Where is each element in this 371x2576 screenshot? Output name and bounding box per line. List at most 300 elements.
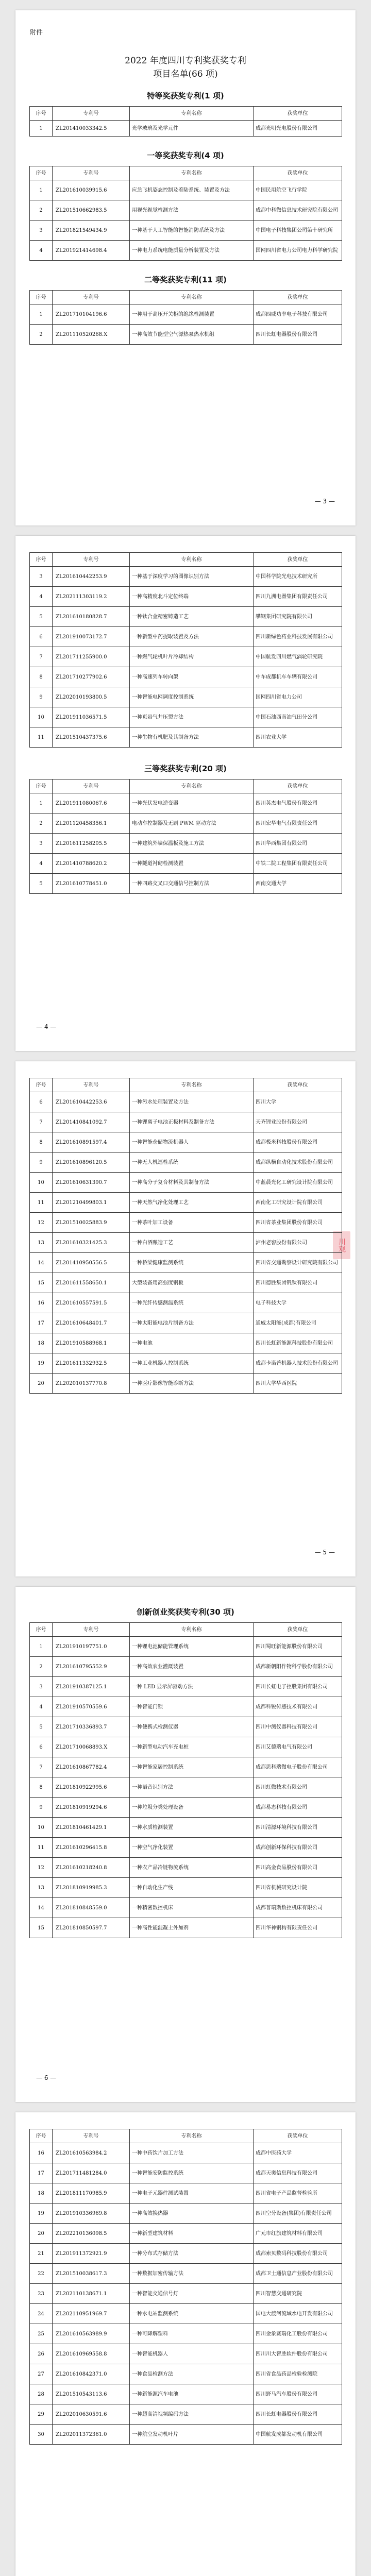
cell-seq: 2 (30, 325, 53, 345)
cell-org: 国网四川省电力公司 (254, 687, 342, 707)
cell-patent-no: ZL201610867782.4 (53, 1757, 130, 1777)
cell-patent-no: ZL201610778451.0 (53, 874, 130, 894)
cell-patent-no: ZL201610296415.8 (53, 1838, 130, 1858)
cell-seq: 13 (30, 1233, 53, 1253)
cell-patent-name: 一种高效换热器 (130, 2204, 254, 2224)
table-row (30, 567, 342, 587)
cell-org: 成都易态科技有限公司 (254, 1798, 342, 1818)
table-row (30, 1838, 342, 1858)
header-seq: 序号 (30, 553, 53, 567)
cell-org: 国网四川省电力公司电力科学研究院 (254, 241, 342, 261)
cell-org: 攀钢集团研究院有限公司 (254, 607, 342, 627)
table-row (30, 874, 342, 894)
cell-patent-no: ZL201910336969.8 (53, 2204, 130, 2224)
cell-org: 四川长虹电子控股集团有限公司 (254, 1677, 342, 1697)
table-row (30, 707, 342, 727)
header-seq: 序号 (30, 166, 53, 180)
cell-patent-name: 一种智能交通信号灯 (130, 2284, 254, 2304)
table-row (30, 2404, 342, 2425)
cell-org: 中国石油西南油气田分公司 (254, 707, 342, 727)
table-row (30, 241, 342, 261)
cell-org: 中国民用航空飞行学院 (254, 180, 342, 200)
cell-patent-no: ZL201120458356.1 (53, 814, 130, 834)
table-row (30, 1273, 342, 1293)
cell-org: 四川省食品药品检验检测院 (254, 2364, 342, 2384)
cell-patent-no: ZL201610442253.6 (53, 1092, 130, 1112)
cell-patent-no: ZL201911372921.9 (53, 2244, 130, 2264)
cell-patent-no: ZL201610563989.9 (53, 2324, 130, 2344)
cell-patent-no: ZL201610442253.9 (53, 567, 130, 587)
cell-org: 四川华神钢构有限责任公司 (254, 1918, 342, 1938)
header-patent-name: 专利名称 (130, 291, 254, 304)
table-row (30, 1637, 342, 1657)
table-row (30, 180, 342, 200)
cell-org: 成都中医药大学 (254, 2143, 342, 2163)
cell-seq: 9 (30, 1798, 53, 1818)
table-row (30, 1798, 342, 1818)
cell-patent-no: ZL201811170985.9 (53, 2183, 130, 2204)
cell-seq: 18 (30, 1333, 53, 1353)
table-row (30, 2364, 342, 2384)
cell-org: 成都新朝阳作物科学股份有限公司 (254, 1657, 342, 1677)
cell-patent-name: 一种桥梁健康监测系统 (130, 1253, 254, 1273)
document-page-3 (15, 1061, 356, 1577)
cell-org: 成都思科瑞微电子股份有限公司 (254, 1757, 342, 1777)
table-row (30, 727, 342, 748)
header-org: 获奖单位 (254, 553, 342, 567)
second-award-table-part1 (29, 290, 342, 345)
cell-seq: 2 (30, 200, 53, 221)
cell-seq: 16 (30, 1293, 53, 1313)
cell-patent-no: ZL201610321425.3 (53, 1233, 130, 1253)
cell-patent-name: 一种钛合金精密铸造工艺 (130, 607, 254, 627)
cell-patent-no: ZL201610218240.8 (53, 1858, 130, 1878)
cell-seq: 2 (30, 814, 53, 834)
cell-patent-name: 一种生物有机肥及其制备方法 (130, 727, 254, 748)
cell-seq: 10 (30, 1818, 53, 1838)
cell-patent-no: ZL201610896120.5 (53, 1153, 130, 1173)
table-row (30, 1677, 342, 1697)
cell-seq: 3 (30, 567, 53, 587)
header-patent-no: 专利号 (53, 2129, 130, 2143)
cell-patent-name: 一种空气净化装置 (130, 1838, 254, 1858)
cell-patent-name: 一种农产品冷链物流系统 (130, 1858, 254, 1878)
cell-org: 国电大渡河流域水电开发有限公司 (254, 2304, 342, 2324)
cell-patent-no: ZL201510543113.6 (53, 2384, 130, 2404)
page-number: — 6 — (36, 2074, 57, 2081)
cell-org: 四川艾德瑞电气有限公司 (254, 1737, 342, 1757)
cell-patent-name: 一种基于深度学习的图像识别方法 (130, 567, 254, 587)
table-row (30, 2425, 342, 2445)
table-row (30, 1253, 342, 1273)
cell-seq: 4 (30, 1697, 53, 1717)
cell-org: 天齐锂业股份有限公司 (254, 1112, 342, 1132)
cell-org: 成都索贝数码科技股份有限公司 (254, 2244, 342, 2264)
table-row (30, 1293, 342, 1313)
cell-patent-name: 一种高效节能型空气源热泵热水机组 (130, 325, 254, 345)
cell-org: 成都卫士通信息产业股份有限公司 (254, 2264, 342, 2284)
cell-patent-name: 一种电力系统电能质量分析装置及方法 (130, 241, 254, 261)
table-row (30, 2344, 342, 2364)
table-row (30, 1697, 342, 1717)
cell-seq: 10 (30, 707, 53, 727)
cell-seq: 7 (30, 1757, 53, 1777)
cell-patent-name: 一种便携式检测仪器 (130, 1717, 254, 1737)
cell-org: 电子科技大学 (254, 1293, 342, 1313)
table-row (30, 1878, 342, 1898)
header-org: 获奖单位 (254, 1078, 342, 1092)
cell-seq: 3 (30, 221, 53, 241)
cell-seq: 8 (30, 1777, 53, 1798)
table-row (30, 587, 342, 607)
header-patent-name: 专利名称 (130, 779, 254, 793)
cell-org: 四川省交通勘察设计研究院有限公司 (254, 1253, 342, 1273)
document-page-2 (15, 536, 356, 1051)
cell-org: 四川中测仪器科技有限公司 (254, 1717, 342, 1737)
cell-patent-no: ZL201710336893.7 (53, 1717, 130, 1737)
cell-patent-name: 一种可降解塑料 (130, 2324, 254, 2344)
cell-seq: 7 (30, 647, 53, 667)
cell-seq: 21 (30, 2244, 53, 2264)
cell-org: 四川长虹电器股份有限公司 (254, 2404, 342, 2425)
cell-patent-name: 一种锂电池储能管理系统 (130, 1637, 254, 1657)
cell-seq: 1 (30, 180, 53, 200)
cell-patent-no: ZL201610648401.7 (53, 1313, 130, 1333)
cell-patent-name: 一种无人机巡检系统 (130, 1153, 254, 1173)
cell-seq: 8 (30, 667, 53, 687)
cell-patent-name: 一种用于高压开关柜的绝缘检测装置 (130, 304, 254, 325)
cell-org: 中国航发成都发动机有限公司 (254, 2425, 342, 2445)
document-title (29, 54, 342, 81)
cell-org: 四川省电子产品监督检验所 (254, 2183, 342, 2204)
cell-seq: 15 (30, 1273, 53, 1293)
table-row (30, 1233, 342, 1253)
cell-seq: 27 (30, 2364, 53, 2384)
cell-patent-name: 一种高效农业灌溉装置 (130, 1657, 254, 1677)
cell-patent-name: 一种医疗影像智能诊断方法 (130, 1374, 254, 1394)
table-row (30, 2183, 342, 2204)
cell-org: 中车成都机车车辆有限公司 (254, 667, 342, 687)
cell-seq: 20 (30, 2224, 53, 2244)
cell-patent-name: 一种锂离子电池正极材料及制备方法 (130, 1112, 254, 1132)
cell-patent-name: 一种智能安防监控系统 (130, 2163, 254, 2183)
cell-patent-name: 一种智能家居控制系统 (130, 1757, 254, 1777)
cell-seq: 5 (30, 1717, 53, 1737)
cell-seq: 11 (30, 727, 53, 748)
table-row (30, 1717, 342, 1737)
cell-patent-no: ZL201510038617.3 (53, 2264, 130, 2284)
cell-patent-name: 光学玻璃及光学元件 (130, 121, 254, 137)
cell-org: 中国电子科技集团公司第十研究所 (254, 221, 342, 241)
cell-patent-name: 一种茶叶加工设备 (130, 1213, 254, 1233)
cell-org: 中国航发四川燃气涡轮研究院 (254, 647, 342, 667)
document-page-4 (15, 1587, 356, 2102)
watermark-stamp: 川观 (333, 1231, 350, 1259)
header-org: 获奖单位 (254, 779, 342, 793)
table-row (30, 2163, 342, 2183)
header-patent-name: 专利名称 (130, 1623, 254, 1637)
cell-patent-no: ZL202010137770.8 (53, 1374, 130, 1394)
table-row (30, 1737, 342, 1757)
cell-patent-no: ZL201610180828.7 (53, 607, 130, 627)
cell-org: 成都光明光电股份有限公司 (254, 121, 342, 137)
cell-org: 四川九洲电器集团有限责任公司 (254, 587, 342, 607)
table-row (30, 607, 342, 627)
cell-patent-name: 一种语音识别方法 (130, 1777, 254, 1798)
cell-patent-no: ZL201110520268.X (53, 325, 130, 345)
header-org: 获奖单位 (254, 107, 342, 121)
cell-seq: 6 (30, 1737, 53, 1757)
cell-patent-no: ZL201410841092.7 (53, 1112, 130, 1132)
cell-patent-name: 一种新型建筑材料 (130, 2224, 254, 2244)
cell-seq: 4 (30, 587, 53, 607)
table-row (30, 1112, 342, 1132)
cell-patent-no: ZL201510662983.5 (53, 200, 130, 221)
cell-patent-name: 一种污水处理装置及方法 (130, 1092, 254, 1112)
table-row (30, 1193, 342, 1213)
second-award-table-part2 (29, 552, 342, 748)
cell-seq: 9 (30, 687, 53, 707)
cell-seq: 16 (30, 2143, 53, 2163)
header-patent-name: 专利名称 (130, 553, 254, 567)
header-patent-no: 专利号 (53, 291, 130, 304)
cell-patent-no: ZL201710104196.6 (53, 304, 130, 325)
cell-org: 四川大学华西医院 (254, 1374, 342, 1394)
cell-patent-name: 一种超高清视频编码方法 (130, 2404, 254, 2425)
cell-seq: 20 (30, 1374, 53, 1394)
cell-seq: 3 (30, 1677, 53, 1697)
cell-org: 成都纵横自动化技术股份有限公司 (254, 1153, 342, 1173)
cell-org: 西南化工研究设计院有限公司 (254, 1193, 342, 1213)
cell-patent-name: 一种新能源汽车电池 (130, 2384, 254, 2404)
document-page-1 (15, 10, 356, 526)
cell-org: 四川智慧交通研究院 (254, 2284, 342, 2304)
cell-patent-no: ZL201910073172.7 (53, 627, 130, 647)
cell-seq: 6 (30, 627, 53, 647)
cell-patent-name: 一种数据加密传输方法 (130, 2264, 254, 2284)
cell-patent-name: 应急飞机姿态控制及着陆系统、装置及方法 (130, 180, 254, 200)
cell-patent-name: 一种新型中药提取装置及方法 (130, 627, 254, 647)
table-row (30, 814, 342, 834)
table-row (30, 1092, 342, 1112)
table-row (30, 1818, 342, 1838)
cell-patent-name: 一种电池 (130, 1333, 254, 1353)
cell-org: 泸州老窖股份有限公司 (254, 1233, 342, 1253)
table-row (30, 2244, 342, 2264)
cell-patent-no: ZL201910588968.1 (53, 1333, 130, 1353)
cell-patent-name: 一种水质检测装置 (130, 1818, 254, 1838)
table-row (30, 325, 342, 345)
cell-org: 四川德胜集团钒钛有限公司 (254, 1273, 342, 1293)
cell-patent-no: ZL202010630591.6 (53, 2404, 130, 2425)
cell-patent-name: 一种工业机器人控制系统 (130, 1353, 254, 1374)
cell-patent-name: 一种高分子复合材料及其制备方法 (130, 1173, 254, 1193)
header-patent-name: 专利名称 (130, 1078, 254, 1092)
table-row (30, 2324, 342, 2344)
table-row (30, 121, 342, 137)
cell-org: 四川蜀旺新能源股份有限公司 (254, 1637, 342, 1657)
page-number: — 4 — (36, 1023, 57, 1030)
table-row (30, 1333, 342, 1353)
table-row (30, 304, 342, 325)
table-row (30, 2204, 342, 2224)
header-seq: 序号 (30, 291, 53, 304)
cell-org: 四川农业大学 (254, 727, 342, 748)
cell-seq: 8 (30, 1132, 53, 1153)
table-row (30, 2304, 342, 2324)
cell-patent-no: ZL201911036571.5 (53, 707, 130, 727)
cell-patent-name: 一种基于人工智能的智能消防系统及方法 (130, 221, 254, 241)
cell-seq: 2 (30, 1657, 53, 1677)
cell-org: 成都普瑞斯数控机床有限公司 (254, 1898, 342, 1918)
table-row (30, 1918, 342, 1938)
cell-patent-no: ZL201510437375.6 (53, 727, 130, 748)
table-row (30, 2384, 342, 2404)
innovation-award-table-part2 (29, 2129, 342, 2445)
cell-seq: 22 (30, 2264, 53, 2284)
cell-patent-no: ZL201611258205.5 (53, 834, 130, 854)
table-row (30, 200, 342, 221)
cell-seq: 14 (30, 1253, 53, 1273)
cell-patent-name: 一种分布式存储方法 (130, 2244, 254, 2264)
cell-patent-no: ZL201810850597.7 (53, 1918, 130, 1938)
table-row (30, 1374, 342, 1394)
cell-org: 四川英杰电气股份有限公司 (254, 793, 342, 814)
table-row (30, 687, 342, 707)
third-award-table-part1 (29, 779, 342, 894)
cell-seq: 28 (30, 2384, 53, 2404)
cell-seq: 30 (30, 2425, 53, 2445)
table-row (30, 1153, 342, 1173)
cell-patent-name: 一种太阳能电池片制备方法 (130, 1313, 254, 1333)
cell-patent-no: ZL201810848559.0 (53, 1898, 130, 1918)
cell-seq: 4 (30, 854, 53, 874)
table-row (30, 793, 342, 814)
cell-seq: 11 (30, 1193, 53, 1213)
cell-org: 四川川大智胜软件股份有限公司 (254, 2344, 342, 2364)
header-patent-name: 专利名称 (130, 166, 254, 180)
cell-patent-no: ZL201910197751.0 (53, 1637, 130, 1657)
table-row (30, 1173, 342, 1193)
cell-patent-no: ZL201810922995.6 (53, 1777, 130, 1798)
cell-patent-no: ZL201410033342.5 (53, 121, 130, 137)
cell-patent-name: 一种光伏发电逆变器 (130, 793, 254, 814)
cell-patent-no: ZL201610631390.7 (53, 1173, 130, 1193)
document-page-5 (15, 2112, 356, 2576)
innovation-award-title: 创新创业奖获奖专利(30 项) (137, 1607, 234, 1617)
cell-org: 四川野马汽车股份有限公司 (254, 2384, 342, 2404)
cell-patent-name: 一种 LED 显示屏驱动方法 (130, 1677, 254, 1697)
header-org: 获奖单位 (254, 291, 342, 304)
cell-org: 四川空分设备(集团)有限责任公司 (254, 2204, 342, 2224)
cell-org: 成都极米科技股份有限公司 (254, 1132, 342, 1153)
header-seq: 序号 (30, 1078, 53, 1092)
cell-patent-name: 一种垃圾分类处理设备 (130, 1798, 254, 1818)
cell-org: 中蓝晨光化工研究设计院有限公司 (254, 1173, 342, 1193)
cell-seq: 19 (30, 1353, 53, 1374)
cell-patent-no: ZL201810919985.3 (53, 1878, 130, 1898)
cell-patent-no: ZL201711255900.0 (53, 647, 130, 667)
cell-patent-no: ZL201910387125.1 (53, 1677, 130, 1697)
cell-patent-no: ZL201810919294.6 (53, 1798, 130, 1818)
cell-patent-no: ZL201410950556.5 (53, 1253, 130, 1273)
table-row (30, 627, 342, 647)
cell-org: 四川虹微技术有限公司 (254, 1777, 342, 1798)
cell-seq: 1 (30, 304, 53, 325)
cell-org: 中国科学院光电技术研究所 (254, 567, 342, 587)
table-row (30, 1898, 342, 1918)
table-row (30, 1132, 342, 1153)
table-row (30, 1353, 342, 1374)
table-row (30, 1777, 342, 1798)
cell-org: 成都科锐传感技术有限公司 (254, 1697, 342, 1717)
cell-seq: 5 (30, 874, 53, 894)
cell-org: 四川清源环境科技有限公司 (254, 1818, 342, 1838)
cell-seq: 12 (30, 1858, 53, 1878)
cell-patent-no: ZL202011372361.0 (53, 2425, 130, 2445)
cell-org: 四川省茶业集团股份有限公司 (254, 1213, 342, 1233)
cell-patent-name: 用视光视觉检测方法 (130, 200, 254, 221)
title-line-2: 项目名单(66 项) (153, 69, 218, 79)
cell-org: 广元市红旗建筑材料有限公司 (254, 2224, 342, 2244)
cell-seq: 19 (30, 2204, 53, 2224)
cell-patent-no: ZL201921414698.4 (53, 241, 130, 261)
table-row (30, 834, 342, 854)
cell-org: 四川华西集团有限公司 (254, 834, 342, 854)
cell-org: 四川金象赛瑞化工股份有限公司 (254, 2324, 342, 2344)
cell-org: 成都天奥信息科技有限公司 (254, 2163, 342, 2183)
cell-seq: 9 (30, 1153, 53, 1173)
cell-org: 成都卡诺普机器人技术股份有限公司 (254, 1353, 342, 1374)
cell-patent-name: 一种精密数控机床 (130, 1898, 254, 1918)
header-seq: 序号 (30, 2129, 53, 2143)
cell-patent-no: ZL201810461429.1 (53, 1818, 130, 1838)
cell-seq: 1 (30, 121, 53, 137)
cell-seq: 6 (30, 1092, 53, 1112)
cell-seq: 12 (30, 1213, 53, 1233)
cell-patent-no: ZL202010193800.5 (53, 687, 130, 707)
header-org: 获奖单位 (254, 2129, 342, 2143)
cell-seq: 1 (30, 793, 53, 814)
cell-patent-no: ZL202110138671.1 (53, 2284, 130, 2304)
cell-seq: 5 (30, 607, 53, 627)
table-row (30, 647, 342, 667)
cell-patent-no: ZL201911080067.6 (53, 793, 130, 814)
cell-patent-no: ZL201610969558.8 (53, 2344, 130, 2364)
header-patent-no: 专利号 (53, 107, 130, 121)
header-org: 获奖单位 (254, 166, 342, 180)
table-row (30, 1858, 342, 1878)
header-patent-name: 专利名称 (130, 2129, 254, 2143)
first-award-title: 一等奖获奖专利(4 项) (147, 151, 224, 160)
page-number: — 5 — (314, 1549, 335, 1556)
cell-org: 四川长虹新能源科技股份有限公司 (254, 1333, 342, 1353)
cell-patent-no: ZL201410788620.2 (53, 854, 130, 874)
cell-patent-no: ZL201710277902.6 (53, 667, 130, 687)
cell-patent-name: 一种新型电动汽车充电桩 (130, 1737, 254, 1757)
cell-patent-name: 一种隧道衬砌检测装置 (130, 854, 254, 874)
cell-patent-no: ZL202111303119.2 (53, 587, 130, 607)
cell-org: 中铁二院工程集团有限责任公司 (254, 854, 342, 874)
header-patent-no: 专利号 (53, 1078, 130, 1092)
cell-patent-name: 一种白酒酿造工艺 (130, 1233, 254, 1253)
cell-seq: 7 (30, 1112, 53, 1132)
cell-patent-name: 一种天然气净化处理工艺 (130, 1193, 254, 1213)
cell-org: 成都四威功率电子科技有限公司 (254, 304, 342, 325)
cell-patent-no: ZL201910570559.6 (53, 1697, 130, 1717)
cell-seq: 24 (30, 2304, 53, 2324)
cell-patent-name: 一种建筑外墙保温板及施工方法 (130, 834, 254, 854)
